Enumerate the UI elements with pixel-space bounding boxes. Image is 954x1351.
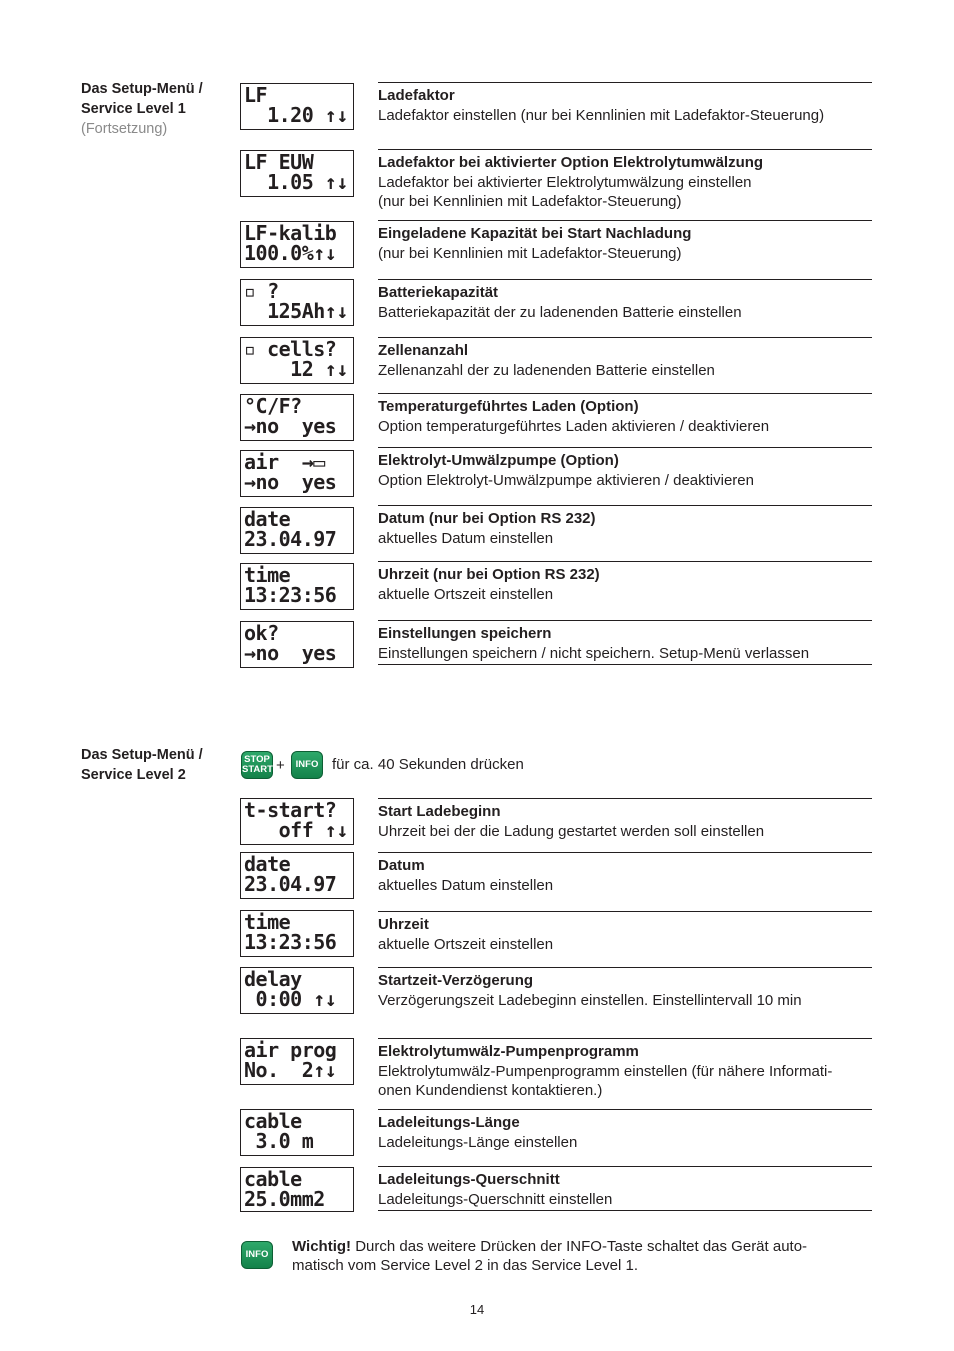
entry-desc: Ladeleitungs-Querschnitt einstellen — [378, 1190, 613, 1208]
entry-capacity — [378, 279, 872, 322]
entry-save — [378, 620, 872, 663]
entry-title: Temperaturgeführtes Laden (Option) — [378, 398, 639, 415]
entry-desc: aktuelle Ortszeit einstellen — [378, 585, 554, 603]
lcd-line-1: date — [244, 852, 291, 876]
lcd-line-2: 3.0 m — [244, 1129, 314, 1153]
entry-title: Zellenanzahl — [378, 342, 469, 359]
entry-desc-2: (nur bei Kennlinien mit Ladefaktor-Steuerung) — [378, 193, 682, 210]
plus-sign: + — [276, 757, 285, 774]
lcd-line-2: →no yes — [244, 414, 337, 438]
note-bold: Wichtig! — [292, 1238, 352, 1255]
entry-desc: aktuelle Ortszeit einstellen — [378, 935, 554, 953]
lcd-display-time — [240, 563, 354, 610]
lcd-line-2: 23.04.97 — [244, 872, 337, 896]
entry-desc: Option Elektrolyt-Umwälzpumpe aktivieren / deaktivieren — [378, 471, 754, 489]
lcd-line-2: →no yes — [244, 641, 337, 665]
lcd-display-time-2 — [240, 910, 354, 957]
key-label-stop: STOP — [244, 754, 270, 765]
entry-title: Startzeit-Verzögerung — [378, 972, 534, 989]
lcd-display-air-pump — [240, 450, 354, 497]
entry-lf-kalib — [378, 220, 872, 263]
entry-air-pump — [378, 447, 872, 490]
level2-heading-line2: Service Level 2 — [81, 767, 186, 783]
entry-title: Datum — [378, 857, 425, 874]
level1-heading — [81, 79, 203, 139]
lcd-line-1: LF-kalib — [244, 221, 337, 245]
lcd-line-1: ▫ cells? — [244, 337, 337, 361]
lcd-display-ladefaktor — [240, 83, 354, 130]
lcd-line-2: No. 2↑↓ — [244, 1058, 337, 1082]
lcd-display-cells — [240, 337, 354, 384]
lcd-line-1: ok? — [244, 621, 279, 645]
lcd-display-capacity — [240, 279, 354, 326]
key-label-info: INFO — [245, 1249, 269, 1260]
lcd-line-2: off ↑↓ — [244, 818, 348, 842]
lcd-display-save — [240, 621, 354, 668]
entry-desc: Ladeleitungs-Länge einstellen — [378, 1133, 578, 1151]
entry-title: Uhrzeit (nur bei Option RS 232) — [378, 566, 600, 583]
lcd-line-1: cable — [244, 1109, 302, 1133]
lcd-line-1: date — [244, 507, 291, 531]
entry-desc: Zellenanzahl der zu ladenenden Batterie einstellen — [378, 361, 715, 379]
info-key — [291, 751, 323, 779]
level2-heading-line1: Das Setup-Menü / — [81, 747, 203, 763]
lcd-line-2: 100.0%↑↓ — [244, 241, 337, 265]
entry-temperature — [378, 393, 872, 436]
entry-delay — [378, 967, 872, 1010]
lcd-line-1: ▫ ? — [244, 279, 279, 303]
entry-desc-2: onen Kundendienst kontaktieren.) — [378, 1082, 603, 1099]
lcd-line-1: time — [244, 563, 291, 587]
entry-title: Ladefaktor — [378, 87, 455, 104]
lcd-display-t-start — [240, 798, 354, 845]
entry-cable-section — [378, 1166, 872, 1209]
level1-heading-line1: Das Setup-Menü / — [81, 81, 203, 97]
entry-date — [378, 505, 872, 548]
entry-title: Uhrzeit — [378, 916, 429, 933]
lcd-line-2: 1.20 ↑↓ — [244, 103, 348, 127]
note-line-1 — [292, 1237, 872, 1256]
lcd-display-date-2 — [240, 852, 354, 899]
entry-desc: Ladefaktor einstellen (nur bei Kennlinien mit Ladefaktor-Steuerung) — [378, 106, 825, 124]
entry-time — [378, 561, 872, 604]
entry-date-2 — [378, 852, 872, 895]
lcd-line-1: time — [244, 910, 291, 934]
lcd-line-1: air →▭ — [244, 450, 325, 474]
entry-desc: Uhrzeit bei der die Ladung gestartet werden soll einstellen — [378, 822, 765, 840]
lcd-line-2: 12 ↑↓ — [244, 357, 348, 381]
lcd-display-date — [240, 507, 354, 554]
lcd-line-1: cable — [244, 1167, 302, 1191]
lcd-line-1: °C/F? — [244, 394, 302, 418]
entry-ladefaktor — [378, 82, 872, 125]
entry-lf-euw — [378, 149, 872, 212]
entry-desc: Ladefaktor bei aktivierter Elektrolytumwälzung einstellen — [378, 173, 752, 191]
entry-t-start — [378, 798, 872, 841]
lcd-line-1: delay — [244, 967, 302, 991]
stop-start-key — [241, 751, 273, 779]
entry-desc: Verzögerungszeit Ladebeginn einstellen. Einstellintervall 10 min — [378, 991, 802, 1009]
entry-desc: Elektrolytumwälz-Pumpenprogramm einstellen (für nähere Informati- — [378, 1062, 833, 1080]
lcd-line-2: 25.0mm2 — [244, 1187, 325, 1211]
entry-title: Datum (nur bei Option RS 232) — [378, 510, 596, 527]
lcd-line-1: LF EUW — [244, 150, 314, 174]
lcd-line-2: 125Ah↑↓ — [244, 299, 348, 323]
lcd-display-air-prog — [240, 1038, 354, 1085]
page-number: 14 — [469, 1302, 485, 1317]
key-label-start: START — [242, 764, 273, 775]
entry-title: Ladefaktor bei aktivierter Option Elektrolytumwälzung — [378, 154, 764, 171]
lcd-display-lf-euw — [240, 150, 354, 197]
level2-heading — [81, 745, 203, 785]
note-text-1: Durch das weitere Drücken der INFO-Taste schaltet das Gerät auto- — [351, 1238, 808, 1255]
entry-cells — [378, 337, 872, 380]
entry-desc: aktuelles Datum einstellen — [378, 876, 554, 894]
lcd-line-2: 1.05 ↑↓ — [244, 170, 348, 194]
lcd-line-2: 13:23:56 — [244, 583, 337, 607]
entry-cable-length — [378, 1109, 872, 1152]
entry-title: Ladeleitungs-Querschnitt — [378, 1171, 560, 1188]
entry-title: Elektrolytumwälz-Pumpenprogramm — [378, 1043, 639, 1060]
entry-desc: (nur bei Kennlinien mit Ladefaktor-Steuerung) — [378, 244, 682, 262]
lcd-display-cable-section — [240, 1167, 354, 1212]
entry-title: Elektrolyt-Umwälzpumpe (Option) — [378, 452, 619, 469]
important-note — [292, 1237, 872, 1275]
lcd-line-1: t-start? — [244, 798, 337, 822]
lcd-display-temperature — [240, 394, 354, 441]
entry-title: Ladeleitungs-Länge — [378, 1114, 520, 1131]
lcd-line-2: 0:00 ↑↓ — [244, 987, 337, 1011]
lcd-line-1: LF — [244, 83, 268, 107]
entry-desc: aktuelles Datum einstellen — [378, 529, 554, 547]
entry-air-prog — [378, 1038, 872, 1101]
level1-heading-line2: Service Level 1 — [81, 101, 186, 117]
divider — [378, 1210, 872, 1211]
entry-time-2 — [378, 911, 872, 954]
lcd-display-lf-kalib — [240, 221, 354, 268]
entry-title: Batteriekapazität — [378, 284, 499, 301]
press-instruction: für ca. 40 Sekunden drücken — [332, 756, 524, 773]
lcd-line-2: 13:23:56 — [244, 930, 337, 954]
entry-title: Start Ladebeginn — [378, 803, 501, 820]
lcd-line-1: air prog — [244, 1038, 337, 1062]
info-key-note — [241, 1241, 273, 1269]
entry-desc: Einstellungen speichern / nicht speichern. Setup-Menü verlassen — [378, 644, 810, 662]
key-label-info: INFO — [295, 759, 319, 770]
lcd-display-delay — [240, 967, 354, 1014]
entry-desc: Option temperaturgeführtes Laden aktivieren / deaktivieren — [378, 417, 770, 435]
entry-title: Eingeladene Kapazität bei Start Nachladung — [378, 225, 692, 242]
lcd-display-cable-length — [240, 1109, 354, 1156]
note-text-2: matisch vom Service Level 2 in das Service Level 1. — [292, 1257, 638, 1274]
entry-title: Einstellungen speichern — [378, 625, 552, 642]
lcd-line-2: →no yes — [244, 470, 337, 494]
entry-desc: Batteriekapazität der zu ladenenden Batterie einstellen — [378, 303, 742, 321]
divider — [378, 664, 872, 665]
level1-continuation-note: (Fortsetzung) — [81, 121, 168, 137]
lcd-line-2: 23.04.97 — [244, 527, 337, 551]
